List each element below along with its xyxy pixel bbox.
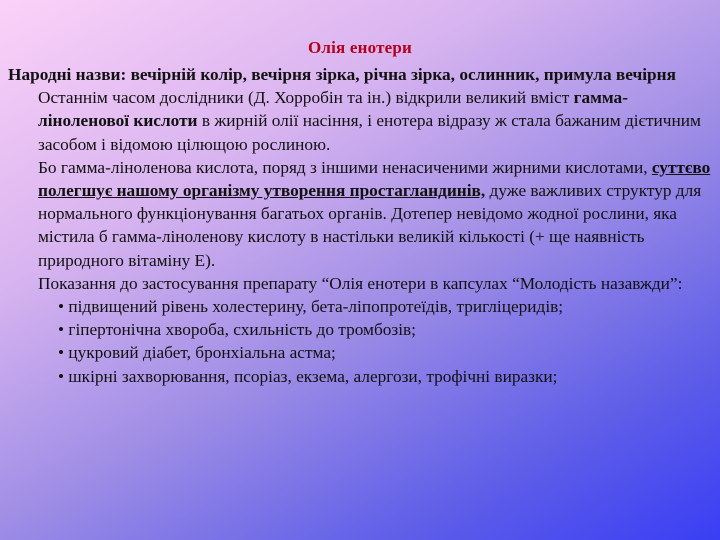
indications-list [8,295,714,388]
folk-names: Народні назви: вечірній колір, вечірня зірка, річна зірка, ослинник, примула вечірня [8,65,676,84]
paragraph-text: дуже важливих структур для нормального функціонування багатьох органів. Дотепер невідомо жодної рослини, яка містила б гамма-ліноленову кислоту в настільки великій кількості (+ ще наявність природного вітаміну Е). [38,181,702,270]
list-item: • гіпертонічна хвороба, схильність до тромбозів; [8,318,714,341]
list-item: • цукровий діабет, бронхіальна астма; [8,341,714,364]
highlight-acid: гамма-ліноленової кислоти [38,88,628,131]
list-item: • шкірні захворювання, псоріаз, екзема, алергози, трофічні виразки; [8,365,714,388]
paragraph-indications: Показання до застосування препарату “Олія енотери в капсулах “Молодість назавжди”: [38,273,683,293]
paragraph-research [8,86,714,156]
slide-body [8,63,714,388]
paragraph-text: Бо гамма-ліноленова кислота, поряд з іншими ненасиченими жирними кислотами, [38,157,652,177]
paragraph-text: в жирній олії насіння, і енотера відразу ж стала бажаним дієтичним засобом і відомою цілющою рослиною. [38,111,701,154]
paragraph-text: Останнім часом дослідники (Д. Хорробін та ін.) відкрили великий вміст [38,88,574,108]
slide-title: Олія енотери [307,38,413,57]
paragraph-effect [8,156,714,272]
underlined-statement: суттєво полегшує нашому організму утворення простагландинів, [38,157,711,201]
list-item: • підвищений рівень холестерину, бета-ліпопротеїдів, тригліцеридів; [8,295,714,318]
